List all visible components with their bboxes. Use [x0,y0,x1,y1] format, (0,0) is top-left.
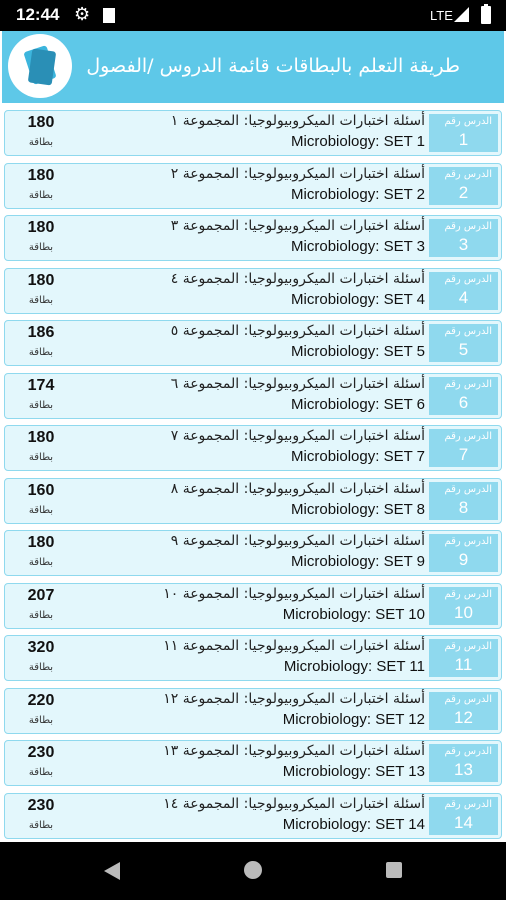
lesson-title-arabic: أسئلة اختبارات الميكروبيولوجيا: المجموعة ٤ [170,270,425,287]
gear-icon: ⚙ [74,4,91,25]
lesson-title-arabic: أسئلة اختبارات الميكروبيولوجيا: المجموعة ١ [170,113,425,129]
lesson-number-label: الدرس رقم [444,641,492,652]
lesson-title-arabic: أسئلة اختبارات الميكروبيولوجيا: المجموعة ١٢ [163,690,425,707]
lesson-row[interactable] [4,373,502,419]
lesson-title-arabic: أسئلة اختبارات الميكروبيولوجيا: المجموعة ٨ [170,480,425,497]
lesson-row[interactable] [4,320,502,366]
lesson-number-badge [429,324,498,362]
lesson-title-arabic: أسئلة اختبارات الميكروبيولوجيا: المجموعة ٢ [170,165,425,182]
lesson-title-english: Microbiology: SET 12 [282,710,425,728]
lesson-number-badge [429,482,498,520]
card-count: 207 [27,586,55,604]
lesson-row[interactable] [4,268,502,314]
lesson-number-label: الدرس رقم [444,536,492,547]
lesson-number-badge [429,797,498,835]
lesson-title-english: Microbiology: SET 5 [291,343,425,360]
card-count: 320 [27,639,55,656]
lesson-number-badge [429,429,498,467]
lesson-row[interactable] [4,215,502,261]
card-count-unit: بطاقة [28,819,54,831]
lesson-title-english: Microbiology: SET 6 [291,395,425,413]
lesson-number-label: الدرس رقم [444,588,492,600]
lesson-title-arabic: أسئلة اختبارات الميكروبيولوجيا: المجموعة ٧ [170,428,425,444]
card-count: 180 [27,114,55,131]
lesson-number-label: الدرس رقم [444,168,492,180]
lesson-number: 7 [458,445,469,464]
lesson-number-badge [429,692,498,730]
lesson-number-badge [429,534,498,572]
lesson-number: 14 [454,812,473,832]
lesson-number-label: الدرس رقم [444,221,492,232]
lesson-number-badge [429,272,498,310]
lesson-number: 13 [454,760,473,779]
lesson-number-label: الدرس رقم [444,798,492,810]
lesson-number-badge [429,167,498,205]
lesson-number: 11 [454,655,473,674]
lesson-number: 9 [458,550,469,569]
lesson-row[interactable] [4,425,502,471]
lesson-number-label: الدرس رقم [444,116,492,127]
lesson-number: 8 [458,497,469,517]
lesson-number-label: الدرس رقم [444,746,492,757]
lesson-title-english: Microbiology: SET 2 [291,185,425,203]
lesson-number-label: الدرس رقم [444,693,492,705]
lesson-number-badge [429,114,498,152]
status-bar [0,0,506,31]
card-count-unit: بطاقة [28,609,54,621]
lesson-number-label: الدرس رقم [444,273,492,285]
card-count-unit: بطاقة [28,294,54,306]
lesson-title-english: Microbiology: SET 14 [282,815,425,833]
lesson-title-arabic: أسئلة اختبارات الميكروبيولوجيا: المجموعة ٥ [170,323,425,339]
lesson-row[interactable] [4,530,502,576]
card-count: 230 [27,744,55,761]
card-count: 180 [27,219,55,236]
lesson-title-arabic: أسئلة اختبارات الميكروبيولوجيا: المجموعة ١٤ [163,795,425,812]
card-count-unit: بطاقة [28,714,54,726]
card-count: 174 [27,376,55,394]
lesson-title-english: Microbiology: SET 9 [291,553,425,570]
lesson-number: 10 [454,602,473,622]
lesson-title-arabic: أسئلة اختبارات الميكروبيولوجيا: المجموعة ٦ [170,375,425,392]
lesson-row[interactable] [4,793,502,839]
lesson-row[interactable] [4,740,502,786]
recents-icon[interactable] [386,862,402,878]
card-count-unit: بطاقة [28,557,54,568]
card-count-unit: بطاقة [28,662,54,673]
home-icon[interactable] [244,861,262,879]
lesson-row[interactable] [4,635,502,681]
lesson-number: 3 [458,235,469,254]
lesson-title-english: Microbiology: SET 3 [291,238,425,255]
card-count: 186 [27,324,55,341]
lesson-title-arabic: أسئلة اختبارات الميكروبيولوجيا: المجموعة ١٠ [163,585,425,602]
lesson-title-arabic: أسئلة اختبارات الميكروبيولوجيا: المجموعة ٣ [170,218,425,234]
card-count: 180 [27,429,55,446]
lesson-number-label: الدرس رقم [444,431,492,442]
lesson-number: 2 [458,182,469,202]
lesson-title-english: Microbiology: SET 4 [291,290,425,308]
network-type: LTE [430,8,453,23]
navigation-bar [0,842,506,900]
lesson-title-english: Microbiology: SET 10 [282,605,425,623]
card-count-unit: بطاقة [28,242,54,253]
lesson-number-badge [429,744,498,782]
lesson-number-label: الدرس رقم [444,378,492,390]
flashcards-logo-icon [8,34,72,98]
card-count-unit: بطاقة [28,399,54,411]
lesson-title-arabic: أسئلة اختبارات الميكروبيولوجيا: المجموعة ١١ [163,638,425,654]
lesson-title-english: Microbiology: SET 7 [291,448,425,465]
lesson-number-badge [429,219,498,257]
lesson-list [4,110,502,845]
signal-icon [454,7,469,22]
card-count: 180 [27,534,55,551]
page-title: طريقة التعلم بالبطاقات قائمة الدروس /الفصول [86,55,460,77]
card-count: 160 [27,481,55,499]
card-count-unit: بطاقة [28,452,54,463]
card-count-unit: بطاقة [28,767,54,778]
lesson-number: 5 [458,340,469,359]
lesson-row[interactable] [4,583,502,629]
card-count: 220 [27,691,55,709]
card-count: 180 [27,271,55,289]
card-count-unit: بطاقة [28,347,54,358]
lesson-number-badge [429,639,498,677]
lesson-title-english: Microbiology: SET 11 [283,658,425,675]
lesson-title-english: Microbiology: SET 1 [291,133,425,150]
lesson-title-arabic: أسئلة اختبارات الميكروبيولوجيا: المجموعة ٩ [170,533,425,549]
lesson-row[interactable] [4,478,502,524]
card-count: 180 [27,166,55,184]
lesson-number-badge [429,377,498,415]
lesson-number: 4 [458,287,469,307]
card-count: 230 [27,796,55,814]
app-header [2,31,504,103]
lesson-row[interactable] [4,110,502,156]
back-icon[interactable] [104,862,120,880]
lesson-number-label: الدرس رقم [444,483,492,495]
battery-icon [481,6,491,24]
lesson-number: 1 [458,130,469,149]
card-count-unit: بطاقة [28,137,54,148]
lesson-row[interactable] [4,688,502,734]
lesson-title-arabic: أسئلة اختبارات الميكروبيولوجيا: المجموعة ١٣ [163,743,425,759]
lesson-number: 6 [458,392,469,412]
lesson-row[interactable] [4,163,502,209]
status-time: 12:44 [16,5,60,24]
lesson-number-label: الدرس رقم [444,326,492,337]
lesson-title-english: Microbiology: SET 13 [282,763,425,780]
lesson-number-badge [429,587,498,625]
lesson-title-english: Microbiology: SET 8 [291,500,425,518]
card-count-unit: بطاقة [28,189,54,201]
card-count-unit: بطاقة [28,504,54,516]
lesson-number: 12 [454,707,473,727]
sd-card-icon [103,8,115,23]
